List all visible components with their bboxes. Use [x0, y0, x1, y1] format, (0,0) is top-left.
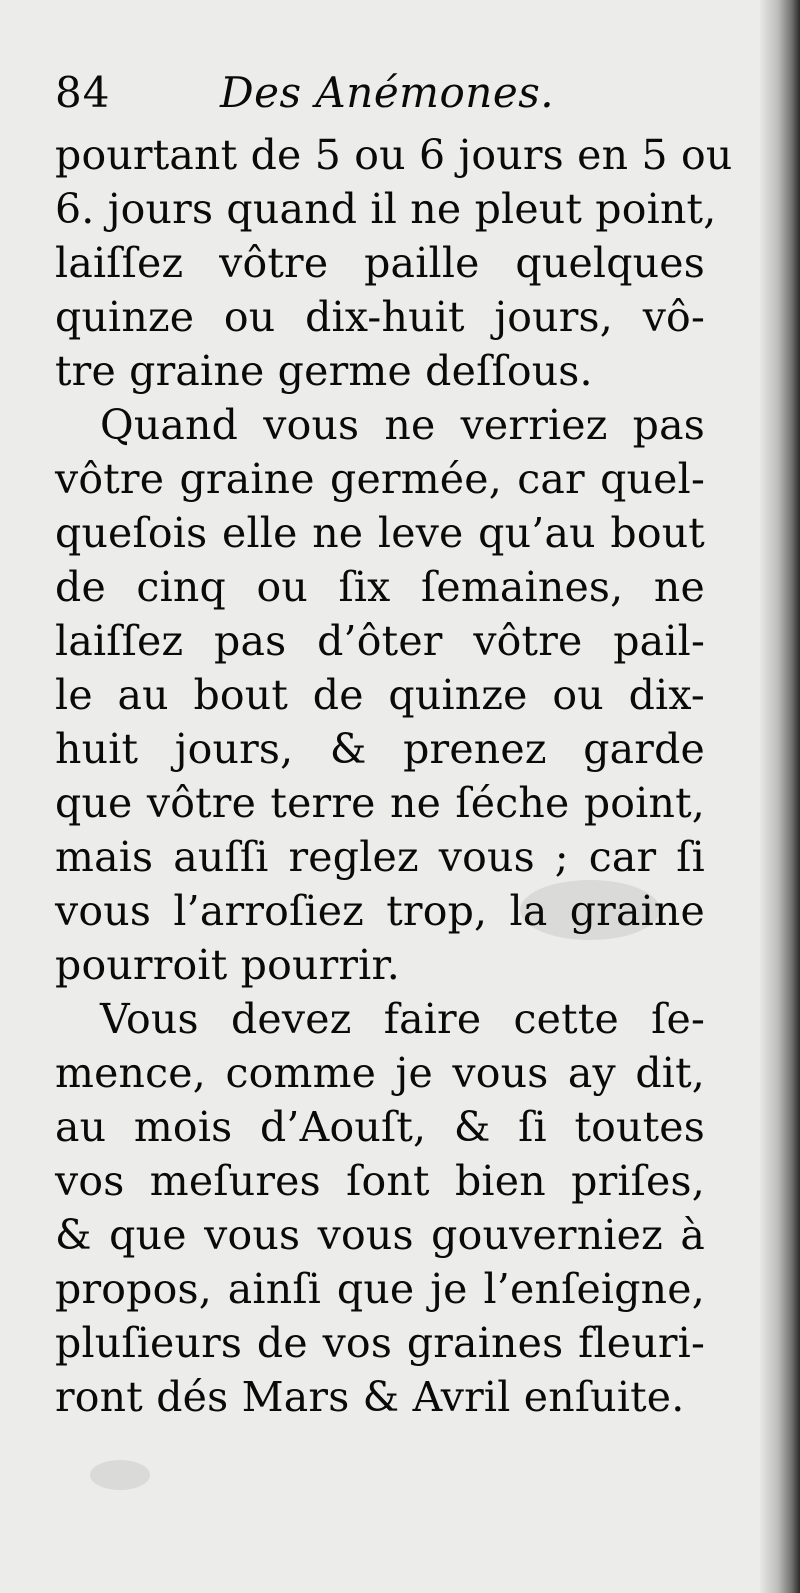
text-line: huit jours, & prenez garde [55, 725, 705, 773]
page-header [55, 68, 745, 132]
paragraph-start-line: Vous devez faire cette ſe- [100, 995, 705, 1043]
text-line: vous l’arroſiez trop, la graine [55, 887, 705, 935]
text-line: laiſſez pas d’ôter vôtre pail- [55, 617, 705, 665]
text-line: mais auſſi reglez vous ; car ſi [55, 833, 705, 881]
paragraph-start-line: Quand vous ne verriez pas [100, 401, 705, 449]
text-line: pourroit pourrir. [55, 941, 401, 989]
text-line: propos, ainſi que je l’enſeigne, [55, 1265, 705, 1313]
text-line: queſois elle ne leve qu’au bout [55, 509, 705, 557]
text-line: pluſieurs de vos graines fleuri- [55, 1319, 705, 1367]
page-number: 84 [55, 68, 111, 117]
running-head: Des Anémones. [220, 68, 555, 117]
page-gutter-shadow [760, 0, 800, 1593]
text-line: pourtant de 5 ou 6 jours en 5 ou [55, 131, 733, 179]
paper-stain [90, 1460, 150, 1490]
text-line: & que vous vous gouverniez à [55, 1211, 705, 1259]
text-line: au mois d’Aouſt, & ſi toutes [55, 1103, 705, 1151]
text-line: tre graine germe deſſous. [55, 347, 593, 395]
text-line: laiſſez vôtre paille quelques [55, 239, 705, 287]
text-line: que vôtre terre ne ſéche point, [55, 779, 705, 827]
text-line: le au bout de quinze ou dix- [55, 671, 705, 719]
text-line: mence, comme je vous ay dit, [55, 1049, 705, 1097]
text-line: 6. jours quand il ne pleut point, [55, 185, 717, 233]
text-line: de cinq ou ſix ſemaines, ne [55, 563, 705, 611]
text-line: quinze ou dix-huit jours, vô- [55, 293, 705, 341]
body-text [55, 128, 733, 1424]
text-line: ront dés Mars & Avril enſuite. [55, 1373, 685, 1421]
text-line: vôtre graine germée, car quel- [55, 455, 705, 503]
text-line: vos meſures ſont bien priſes, [55, 1157, 705, 1205]
